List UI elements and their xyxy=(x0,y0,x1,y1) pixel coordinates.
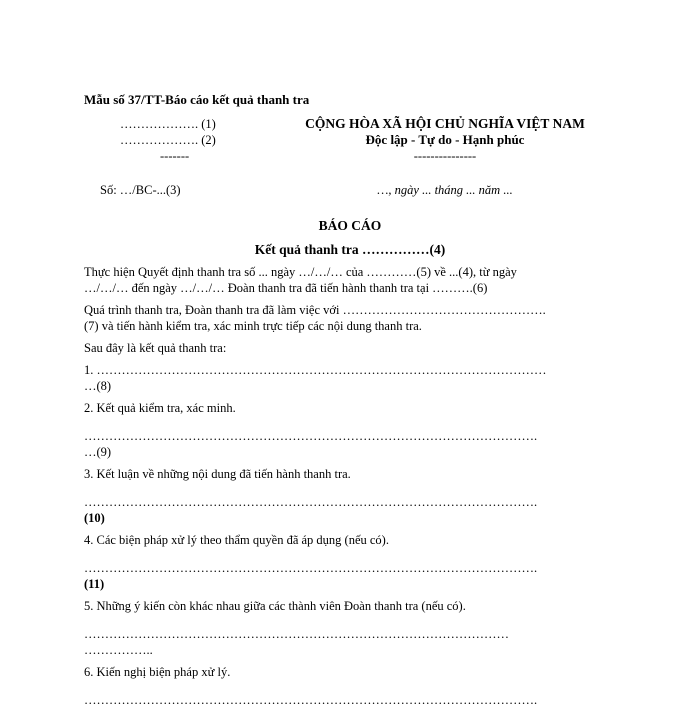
item-6-line: ………………………………………………………………………………………………. xyxy=(84,693,538,707)
motto-separator: --------------- xyxy=(413,149,477,163)
item-6-heading: 6. Kiến nghị biện pháp xử lý. xyxy=(84,665,231,679)
agency-name: ………………. (2) xyxy=(120,133,216,147)
form-title: Mẫu số 37/TT-Báo cáo kết quả thanh tra xyxy=(84,92,310,107)
document-title: BÁO CÁO xyxy=(318,218,382,233)
item-4-heading: 4. Các biện pháp xử lý theo thẩm quyền đã áp dụng (nếu có). xyxy=(84,533,389,547)
national-header-block xyxy=(270,116,620,198)
item-2-note: …(9) xyxy=(84,445,112,459)
agency-separator: ------- xyxy=(160,149,190,163)
intro-paragraph-line: …/…/… đến ngày …/…/… Đoàn thanh tra đã tiến hành thanh tra tại ……….(6) xyxy=(84,281,488,295)
process-paragraph-line: Quá trình thanh tra, Đoàn thanh tra đã làm việc với …………………………………………. xyxy=(84,303,546,317)
issuing-agency-block xyxy=(84,116,274,198)
national-title: CỘNG HÒA XÃ HỘI CHỦ NGHĨA VIỆT NAM xyxy=(305,116,585,131)
item-5-line: …………….. xyxy=(84,643,153,657)
item-1-note: …(8) xyxy=(84,379,112,393)
parent-agency-name: ………………. (1) xyxy=(120,117,216,131)
item-4-note: (11) xyxy=(84,577,105,591)
item-3-line: ………………………………………………………………………………………………. xyxy=(84,495,538,509)
national-motto: Độc lập - Tự do - Hạnh phúc xyxy=(365,132,525,147)
item-3-heading: 3. Kết luận về những nội dung đã tiến hành thanh tra. xyxy=(84,467,351,481)
item-3-note: (10) xyxy=(84,511,105,525)
item-5-line: ………………………………………………………………………………………… xyxy=(84,627,509,641)
item-2-heading: 2. Kết quả kiểm tra, xác minh. xyxy=(84,401,236,415)
process-paragraph-line: (7) và tiến hành kiểm tra, xác minh trực tiếp các nội dung thanh tra. xyxy=(84,319,422,333)
report-body xyxy=(84,264,618,708)
item-4-line: ………………………………………………………………………………………………. xyxy=(84,561,538,575)
date-line: …, ngày ... tháng ... năm ... xyxy=(377,183,513,197)
document-number: Số: …/BC-...(3) xyxy=(100,183,181,197)
intro-paragraph-line: Thực hiện Quyết định thanh tra số ... ngày …/…/… của …………(5) về ...(4), từ ngày xyxy=(84,265,517,279)
item-1-line: 1. ……………………………………………………………………………………………… xyxy=(84,363,547,377)
results-intro: Sau đây là kết quả thanh tra: xyxy=(84,341,227,355)
item-2-line: ………………………………………………………………………………………………. xyxy=(84,429,538,443)
document-subtitle: Kết quả thanh tra ……………(4) xyxy=(254,242,446,257)
item-5-heading: 5. Những ý kiến còn khác nhau giữa các thành viên Đoàn thanh tra (nếu có). xyxy=(84,599,466,613)
